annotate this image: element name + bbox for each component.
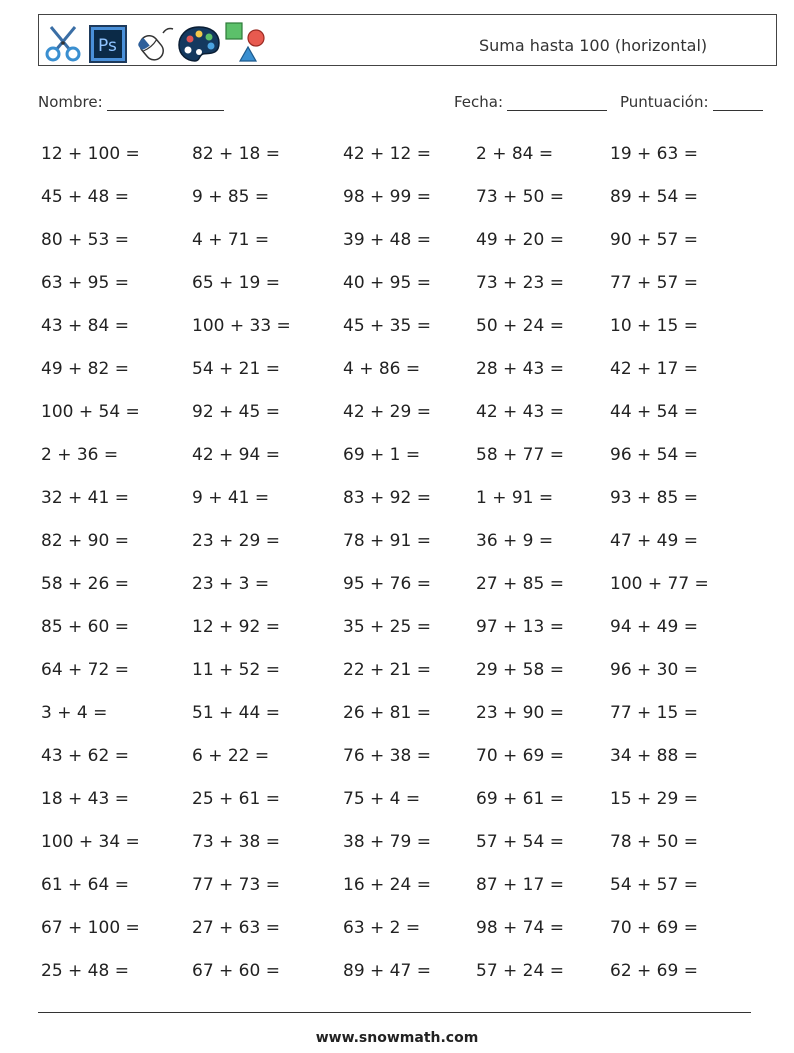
problem-cell: 93 + 85 = bbox=[610, 488, 698, 508]
problem-cell: 78 + 50 = bbox=[610, 832, 698, 852]
problem-cell: 57 + 24 = bbox=[476, 961, 564, 981]
problem-cell: 25 + 61 = bbox=[192, 789, 280, 809]
problem-cell: 98 + 99 = bbox=[343, 187, 431, 207]
date-label: Fecha: bbox=[454, 93, 504, 111]
problem-cell: 73 + 50 = bbox=[476, 187, 564, 207]
problem-cell: 36 + 9 = bbox=[476, 531, 554, 551]
problem-cell: 25 + 48 = bbox=[41, 961, 129, 981]
problem-cell: 2 + 84 = bbox=[476, 144, 554, 164]
problem-cell: 12 + 100 = bbox=[41, 144, 140, 164]
problem-cell: 26 + 81 = bbox=[343, 703, 431, 723]
problem-cell: 28 + 43 = bbox=[476, 359, 564, 379]
problem-cell: 100 + 33 = bbox=[192, 316, 291, 336]
problem-cell: 19 + 63 = bbox=[610, 144, 698, 164]
problem-cell: 100 + 34 = bbox=[41, 832, 140, 852]
problem-cell: 73 + 23 = bbox=[476, 273, 564, 293]
problem-cell: 27 + 85 = bbox=[476, 574, 564, 594]
problem-cell: 34 + 88 = bbox=[610, 746, 698, 766]
problem-cell: 70 + 69 = bbox=[610, 918, 698, 938]
problem-cell: 100 + 77 = bbox=[610, 574, 709, 594]
problem-cell: 63 + 95 = bbox=[41, 273, 129, 293]
problem-cell: 82 + 18 = bbox=[192, 144, 280, 164]
problem-cell: 1 + 91 = bbox=[476, 488, 554, 508]
problem-cell: 63 + 2 = bbox=[343, 918, 421, 938]
problem-cell: 58 + 26 = bbox=[41, 574, 129, 594]
problem-cell: 98 + 74 = bbox=[476, 918, 564, 938]
problem-cell: 39 + 48 = bbox=[343, 230, 431, 250]
problem-cell: 35 + 25 = bbox=[343, 617, 431, 637]
name-label: Nombre: bbox=[38, 93, 103, 111]
problem-cell: 61 + 64 = bbox=[41, 875, 129, 895]
problem-cell: 92 + 45 = bbox=[192, 402, 280, 422]
problem-cell: 50 + 24 = bbox=[476, 316, 564, 336]
problem-cell: 64 + 72 = bbox=[41, 660, 129, 680]
svg-text:Ps: Ps bbox=[98, 36, 117, 56]
problem-cell: 42 + 29 = bbox=[343, 402, 431, 422]
problem-cell: 9 + 41 = bbox=[192, 488, 270, 508]
worksheet-title: Suma hasta 100 (horizontal) bbox=[479, 36, 708, 55]
problem-cell: 87 + 17 = bbox=[476, 875, 564, 895]
problem-cell: 12 + 92 = bbox=[192, 617, 280, 637]
footer-url: www.snowmath.com bbox=[315, 1030, 479, 1046]
problem-cell: 2 + 36 = bbox=[41, 445, 119, 465]
problem-cell: 22 + 21 = bbox=[343, 660, 431, 680]
problem-cell: 43 + 62 = bbox=[41, 746, 129, 766]
problem-cell: 49 + 20 = bbox=[476, 230, 564, 250]
problem-cell: 97 + 13 = bbox=[476, 617, 564, 637]
problem-cell: 42 + 43 = bbox=[476, 402, 564, 422]
problem-cell: 69 + 61 = bbox=[476, 789, 564, 809]
problem-cell: 27 + 63 = bbox=[192, 918, 280, 938]
problem-cell: 69 + 1 = bbox=[343, 445, 421, 465]
problem-cell: 29 + 58 = bbox=[476, 660, 564, 680]
problem-cell: 42 + 17 = bbox=[610, 359, 698, 379]
problem-cell: 58 + 77 = bbox=[476, 445, 564, 465]
problem-cell: 75 + 4 = bbox=[343, 789, 421, 809]
problem-cell: 18 + 43 = bbox=[41, 789, 129, 809]
problem-cell: 96 + 54 = bbox=[610, 445, 698, 465]
problem-cell: 3 + 4 = bbox=[41, 703, 108, 723]
problem-cell: 85 + 60 = bbox=[41, 617, 129, 637]
problem-cell: 15 + 29 = bbox=[610, 789, 698, 809]
problem-cell: 82 + 90 = bbox=[41, 531, 129, 551]
footer-divider bbox=[38, 1012, 751, 1013]
problem-cell: 47 + 49 = bbox=[610, 531, 698, 551]
problem-cell: 16 + 24 = bbox=[343, 875, 431, 895]
problem-cell: 77 + 15 = bbox=[610, 703, 698, 723]
problem-cell: 40 + 95 = bbox=[343, 273, 431, 293]
problem-cell: 23 + 29 = bbox=[192, 531, 280, 551]
problem-cell: 83 + 92 = bbox=[343, 488, 431, 508]
problem-cell: 43 + 84 = bbox=[41, 316, 129, 336]
problem-cell: 9 + 85 = bbox=[192, 187, 270, 207]
problem-cell: 11 + 52 = bbox=[192, 660, 280, 680]
score-label: Puntuación: bbox=[620, 93, 709, 111]
problem-cell: 80 + 53 = bbox=[41, 230, 129, 250]
problem-cell: 51 + 44 = bbox=[192, 703, 280, 723]
problem-cell: 67 + 60 = bbox=[192, 961, 280, 981]
problem-cell: 77 + 57 = bbox=[610, 273, 698, 293]
problem-cell: 96 + 30 = bbox=[610, 660, 698, 680]
problem-cell: 54 + 21 = bbox=[192, 359, 280, 379]
problem-cell: 73 + 38 = bbox=[192, 832, 280, 852]
problem-cell: 23 + 3 = bbox=[192, 574, 270, 594]
problem-cell: 38 + 79 = bbox=[343, 832, 431, 852]
problem-cell: 44 + 54 = bbox=[610, 402, 698, 422]
problem-cell: 90 + 57 = bbox=[610, 230, 698, 250]
problem-cell: 4 + 71 = bbox=[192, 230, 270, 250]
problem-cell: 89 + 47 = bbox=[343, 961, 431, 981]
problem-cell: 6 + 22 = bbox=[192, 746, 270, 766]
problem-cell: 45 + 35 = bbox=[343, 316, 431, 336]
problem-cell: 94 + 49 = bbox=[610, 617, 698, 637]
problem-cell: 62 + 69 = bbox=[610, 961, 698, 981]
problem-cell: 67 + 100 = bbox=[41, 918, 140, 938]
problem-cell: 76 + 38 = bbox=[343, 746, 431, 766]
problem-cell: 32 + 41 = bbox=[41, 488, 129, 508]
problem-cell: 54 + 57 = bbox=[610, 875, 698, 895]
problem-cell: 42 + 94 = bbox=[192, 445, 280, 465]
problem-cell: 78 + 91 = bbox=[343, 531, 431, 551]
problem-cell: 100 + 54 = bbox=[41, 402, 140, 422]
problem-cell: 95 + 76 = bbox=[343, 574, 431, 594]
problem-cell: 65 + 19 = bbox=[192, 273, 280, 293]
problem-cell: 45 + 48 = bbox=[41, 187, 129, 207]
problem-cell: 49 + 82 = bbox=[41, 359, 129, 379]
problem-cell: 23 + 90 = bbox=[476, 703, 564, 723]
problem-cell: 4 + 86 = bbox=[343, 359, 421, 379]
problem-cell: 70 + 69 = bbox=[476, 746, 564, 766]
problem-cell: 57 + 54 = bbox=[476, 832, 564, 852]
problem-cell: 10 + 15 = bbox=[610, 316, 698, 336]
problem-cell: 89 + 54 = bbox=[610, 187, 698, 207]
problem-cell: 77 + 73 = bbox=[192, 875, 280, 895]
problem-cell: 42 + 12 = bbox=[343, 144, 431, 164]
